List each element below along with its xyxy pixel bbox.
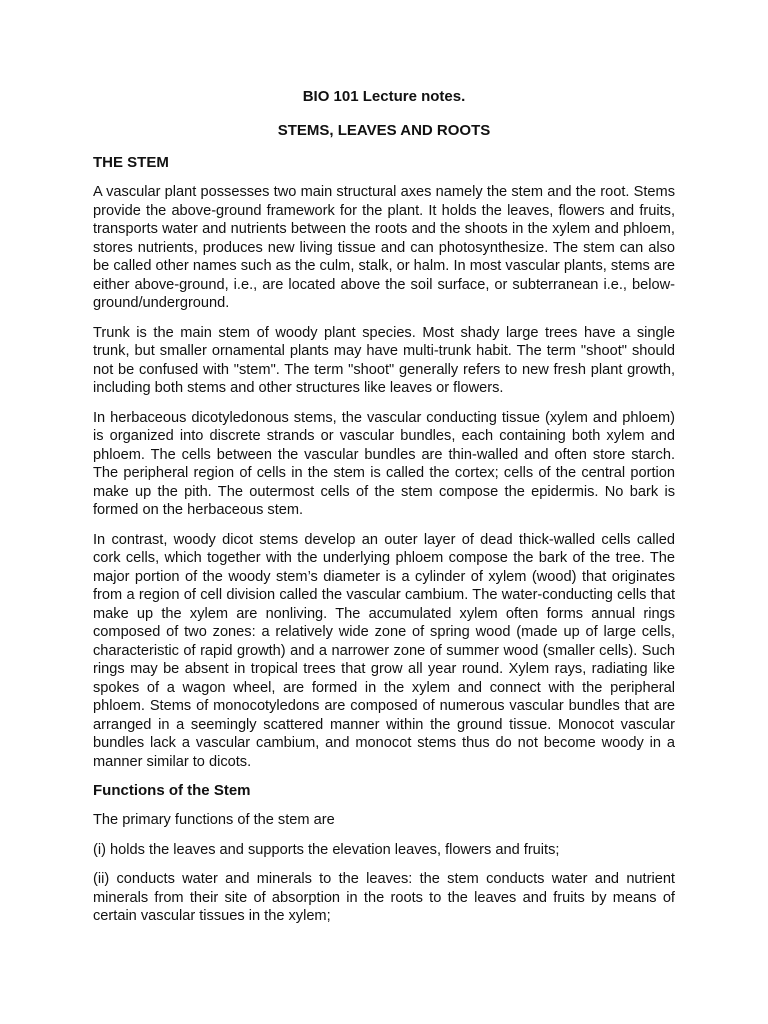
function-item-2: (ii) conducts water and minerals to the leaves: the stem conducts water and nutrient minerals from their site of absorption in the roots to the leaves and fruits by means of certain vascular tissues in the xylem; (93, 871, 675, 924)
paragraph-1: A vascular plant possesses two main structural axes namely the stem and the root. Stems provide the above-ground framework for the plant. It holds the leaves, flowers and fruits, transports water and nutrients between the roots and the shoots in the xylem and phloem, stores nutrients, produces new living tissue and can photosynthesize. The stem can also be called other names such as the culm, stalk, or halm. In most vascular plants, stems are either above-ground, i.e., are located above the soil surface, or subterranean i.e., below-ground/underground. (93, 184, 675, 311)
paragraph-2: Trunk is the main stem of woody plant species. Most shady large trees have a single trunk, but smaller ornamental plants may have multi-trunk habit. The term "shoot" should not be confused with "stem". The term "shoot" generally refers to new fresh plant growth, including both stems and other structures like leaves or flowers. (93, 324, 675, 396)
section-heading-the-stem: THE STEM (93, 154, 169, 171)
functions-intro: The primary functions of the stem are (93, 812, 335, 828)
paragraph-3: In herbaceous dicotyledonous stems, the vascular conducting tissue (xylem and phloem) is organized into discrete strands or vascular bundles, each containing both xylem and phloem. The cells between the vascular bundles are thin-walled and often store starch. The peripheral region of cells in the stem is called the cortex; cells of the central portion make up the pith. The outermost cells of the stem compose the epidermis. No bark is formed on the herbaceous stem. (93, 409, 675, 518)
functions-heading: Functions of the Stem (93, 782, 251, 799)
document-title: BIO 101 Lecture notes. (302, 88, 466, 105)
document-subtitle: STEMS, LEAVES AND ROOTS (277, 122, 491, 139)
function-item-1: (i) holds the leaves and supports the elevation leaves, flowers and fruits; (93, 841, 560, 858)
paragraph-4: In contrast, woody dicot stems develop an outer layer of dead thick-walled cells called cork cells, which together with the underlying phloem compose the bark of the tree. The major portion of the woody stem’s diameter is a cylinder of xylem (wood) that originates from a region of cell division called the vascular cambium. The water-conducting cells that make up the xylem are nonliving. The accumulated xylem often forms annual rings composed of two zones: a relatively wide zone of spring wood (made up of large cells, characteristic of rapid growth) and a narrower zone of summer wood (smaller cells). Such rings may be absent in tropical trees that grow all year round. Xylem rays, radiating like spokes of a wagon wheel, are formed in the xylem and connect with the peripheral phloem. Stems of monocotyledons are composed of numerous vascular bundles that are arranged in a seemingly scattered manner within the ground tissue. Monocot vascular bundles lack a vascular cambium, and monocot stems thus do not become woody in a manner similar to dicots. (93, 531, 675, 770)
document-page (93, 88, 675, 937)
